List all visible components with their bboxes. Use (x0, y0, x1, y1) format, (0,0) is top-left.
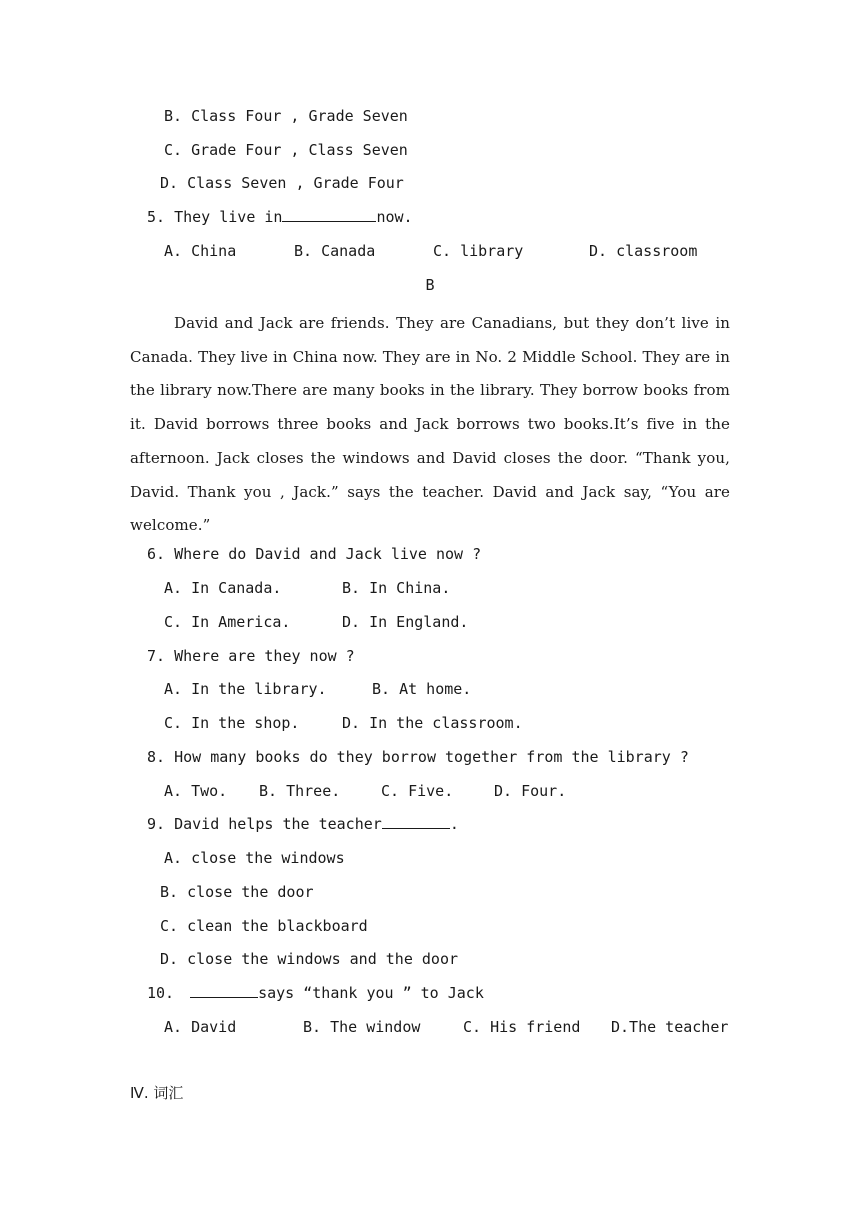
q6-option-d: D. In England. (342, 613, 469, 631)
passage-text: David and Jack are friends. They are Canadians, but they don’t live in Canada. They live in China now. They are in No. 2 Middle School. They are in the library now.There are many books in the library. They borrow books from it. David borrows three books and Jack borrows two books.It’s five in the afternoon. Jack closes the windows and David closes the door. “Thank you, David. Thank you , Jack.” says the teacher. David and Jack say, “You are welcome.” (130, 314, 730, 535)
q5-option-a: A. China (164, 242, 237, 260)
section-heading: Ⅳ. 词汇 (130, 1084, 184, 1102)
passage-label: B (425, 276, 435, 294)
q8-option-c: C. Five. (381, 782, 454, 800)
q8-option-a: A. Two. (164, 782, 228, 800)
q9-option-a: A. close the windows (164, 849, 345, 867)
q7-stem: 7. Where are they now ? (147, 647, 355, 665)
q7-option-d: D. In the classroom. (342, 714, 523, 732)
q10-option-b: B. The window (303, 1018, 421, 1036)
q9-option-c: C. clean the blackboard (160, 917, 368, 935)
q9-stem: 9. David helps the teacher . (147, 815, 459, 833)
q7-option-a: A. In the library. (164, 680, 327, 698)
q10-answer-blank (190, 983, 258, 998)
q5-option-c: C. library (433, 242, 524, 260)
q6-option-a: A. In Canada. (164, 579, 282, 597)
q8-stem: 8. How many books do they borrow together from the library ? (147, 748, 689, 766)
q5-option-d: D. classroom (589, 242, 698, 260)
q9-option-d: D. close the windows and the door (160, 950, 459, 968)
q5-answer-blank (282, 207, 376, 222)
q7-option-b: B. At home. (372, 680, 472, 698)
q10-option-d: D.The teacher (611, 1018, 729, 1036)
q10-option-c: C. His friend (463, 1018, 581, 1036)
q6-option-b: B. In China. (342, 579, 451, 597)
q4-option-d: D. Class Seven , Grade Four (160, 174, 404, 192)
q5-stem: 5. They live in now. (147, 208, 413, 226)
q5-option-b: B. Canada (294, 242, 376, 260)
q8-option-b: B. Three. (259, 782, 341, 800)
q6-stem: 6. Where do David and Jack live now ? (147, 545, 482, 563)
q9-answer-blank (382, 814, 450, 829)
q4-option-c: C. Grade Four , Class Seven (164, 141, 408, 159)
q7-option-c: C. In the shop. (164, 714, 300, 732)
q9-option-b: B. close the door (160, 883, 314, 901)
q10-option-a: A. David (164, 1018, 237, 1036)
q10-stem: 10. says “thank you ” to Jack (147, 984, 484, 1002)
q4-option-b: B. Class Four , Grade Seven (164, 107, 408, 125)
q8-option-d: D. Four. (494, 782, 567, 800)
q6-option-c: C. In America. (164, 613, 291, 631)
